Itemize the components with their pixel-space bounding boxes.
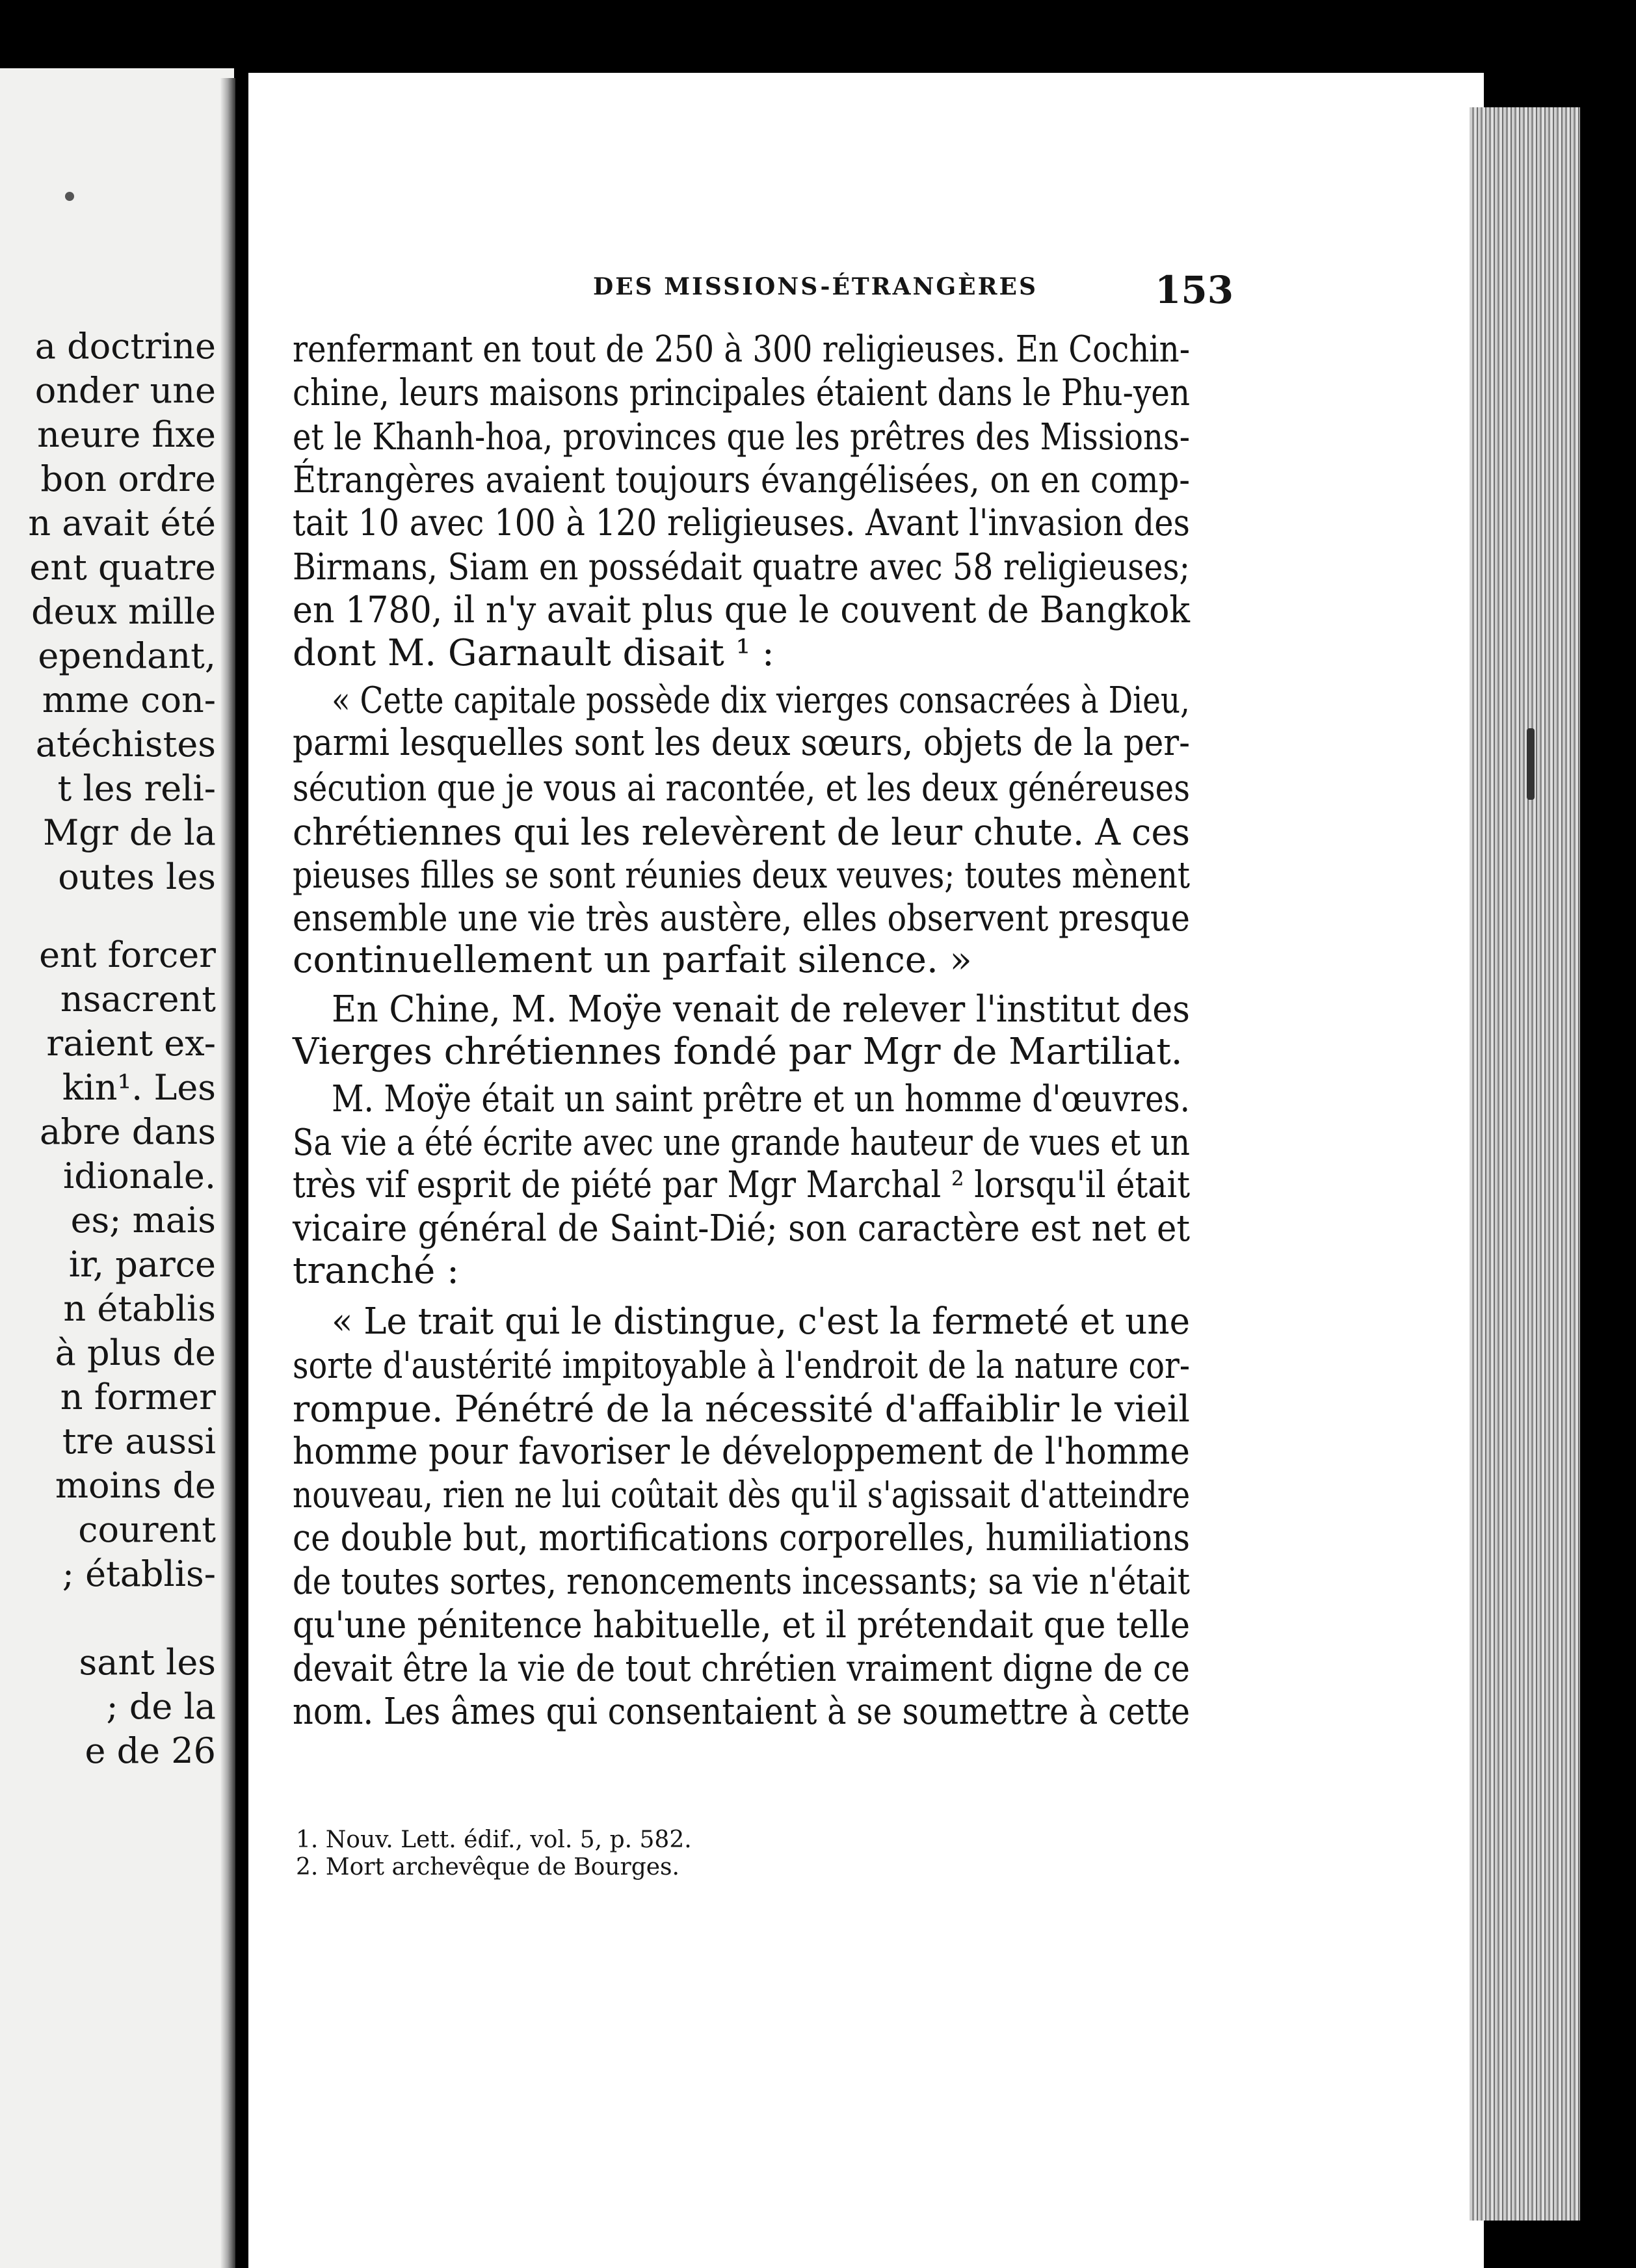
text-line: Vierges chrétiennes fondé par Mgr de Martiliat. [293,1031,1183,1073]
text-line: En Chine, M. Moÿe venait de relever l'institut des [332,988,1190,1031]
text-line: chrétiennes qui les relevèrent de leur chute. A ces [293,811,1190,854]
left-page-line: atéchistes [35,724,216,765]
left-page-line: onder une [34,370,216,411]
text-line: parmi lesquelles sont les deux sœurs, objets de la per- [293,722,1191,764]
left-page-line: à plus de [55,1332,216,1373]
text-line: rompue. Pénétré de la nécessité d'affaiblir le vieil [293,1388,1190,1431]
text-line: « Le trait qui le distingue, c'est la fermeté et une [332,1300,1190,1343]
text-line: homme pour favoriser le développement de l'homme [293,1431,1190,1473]
text-line: sorte d'austérité impitoyable à l'endroit de la nature cor- [293,1345,1190,1387]
text-line: devait être la vie de tout chrétien vraiment digne de ce [293,1648,1190,1690]
text-line: chine, leurs maisons principales étaient dans le Phu-yen [293,372,1191,414]
text-line: tranché : [293,1250,459,1292]
text-line: M. Moÿe était un saint prêtre et un homme d'œuvres. [332,1078,1190,1120]
book-gutter [220,78,235,2268]
left-page-line: sant les [79,1642,216,1683]
ink-speck [65,192,74,201]
text-line: en 1780, il n'y avait plus que le couvent de Bangkok [293,589,1190,631]
left-page-line: e de 26 [85,1730,216,1771]
text-line: tait 10 avec 100 à 120 religieuses. Avant l'invasion des [293,502,1190,544]
text-line: sécution que je vous ai racontée, et les deux généreuses [293,767,1190,810]
left-page-line: raient ex- [46,1023,216,1064]
text-line: ce double but, mortifications corporelles, humiliations [293,1517,1191,1559]
left-page-line: outes les [58,856,216,897]
left-page-line: abre dans [40,1111,216,1152]
left-page-line: idionale. [63,1155,216,1196]
left-page-line: Mgr de la [43,812,216,853]
left-page-line: courent [78,1509,216,1550]
text-line: Birmans, Siam en possédait quatre avec 58 religieuses; [293,546,1190,588]
text-line: dont M. Garnault disait ¹ : [293,632,774,674]
text-line: ensemble une vie très austère, elles observent presque [293,897,1190,940]
left-page-line: nsacrent [60,979,216,1020]
left-page-line: bon ordre [40,458,216,499]
edge-mark [1527,728,1535,800]
text-line: Étrangères avaient toujours évangélisées, on en comp- [293,459,1191,501]
text-line: nouveau, rien ne lui coûtait dès qu'il s'agissait d'atteindre [293,1474,1191,1516]
text-line: et le Khanh-hoa, provinces que les prêtres des Missions- [293,416,1190,458]
left-page-line: ; établis- [62,1553,216,1594]
left-page-line: t les reli- [57,768,216,809]
left-page-line: ependant, [38,635,216,676]
text-line: vicaire général de Saint-Dié; son caractère est net et [293,1207,1191,1250]
text-line: qu'une pénitence habituelle, et il prétendait que telle [293,1604,1190,1646]
text-line: continuellement un parfait silence. » [293,939,972,981]
left-page-line: ent forcer [39,934,216,975]
left-page-line: n établis [63,1288,216,1329]
text-line: renfermant en tout de 250 à 300 religieuses. En Cochin- [293,328,1191,371]
left-page-line: tre aussi [62,1421,216,1462]
left-page-line: n former [60,1377,216,1418]
left-page-line: ir, parce [68,1244,216,1285]
text-line: très vif esprit de piété par Mgr Marchal ² lorsqu'il était [293,1164,1191,1206]
left-page-line: es; mais [70,1200,216,1241]
left-page-line: neure fixe [37,414,216,455]
left-page-line: ; de la [106,1686,216,1727]
text-line: pieuses filles se sont réunies deux veuves; toutes mènent [293,854,1190,897]
left-page-line: deux mille [31,591,216,632]
page-number: 153 [1155,268,1234,312]
text-line: de toutes sortes, renoncements incessants; sa vie n'était [293,1561,1191,1603]
text-line: Sa vie a été écrite avec une grande hauteur de vues et un [293,1122,1190,1164]
left-page-line: kin¹. Les [62,1067,216,1108]
left-page-line: n avait été [28,503,216,544]
running-head: DES MISSIONS-ÉTRANGÈRES [593,273,1038,300]
footnote: 2. Mort archevêque de Bourges. [296,1854,679,1880]
left-page-line: a doctrine [34,326,216,367]
left-page-line: mme con- [42,679,216,720]
left-page-line: ent quatre [29,547,216,588]
left-page-line: moins de [55,1465,216,1506]
text-line: « Cette capitale possède dix vierges consacrées à Dieu, [332,679,1190,722]
footnote: 1. Nouv. Lett. édif., vol. 5, p. 582. [296,1826,692,1853]
left-page [0,68,234,2268]
text-line: nom. Les âmes qui consentaient à se soumettre à cette [293,1691,1190,1733]
page-edges [1470,107,1580,2221]
